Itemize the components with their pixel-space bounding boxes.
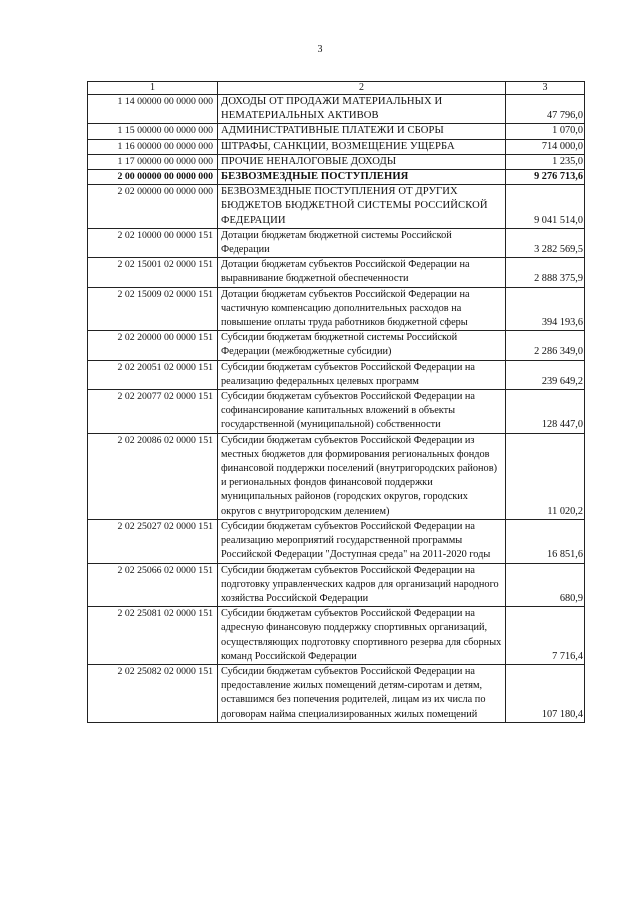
table-header-row [88,82,585,95]
amount: 11 020,2 [506,433,585,519]
table-row [88,390,585,434]
table-row [88,519,585,563]
budget-code: 1 16 00000 00 0000 000 [88,139,218,154]
table-row [88,139,585,154]
revenue-name: Субсидии бюджетам субъектов Российской Федерации на адресную финансовую поддержку спортивных организаций, осуществляющих подготовку спортивного резерва для сборных команд Российской Федерации [218,607,506,665]
revenue-name: БЕЗВОЗМЕЗДНЫЕ ПОСТУПЛЕНИЯ [218,170,506,185]
budget-code: 2 02 00000 00 0000 000 [88,185,218,229]
amount: 7 716,4 [506,607,585,665]
revenue-name: Субсидии бюджетам субъектов Российской Федерации на подготовку управленческих кадров для организаций народного хозяйства Российской Федерации [218,563,506,607]
amount: 680,9 [506,563,585,607]
table-row [88,124,585,139]
amount: 107 180,4 [506,664,585,722]
table-row [88,607,585,665]
revenue-name: Субсидии бюджетам бюджетной системы Российской Федерации (межбюджетные субсидии) [218,331,506,360]
revenue-name: БЕЗВОЗМЕЗДНЫЕ ПОСТУПЛЕНИЯ ОТ ДРУГИХ БЮДЖЕТОВ БЮДЖЕТНОЙ СИСТЕМЫ РОССИЙСКОЙ ФЕДЕРАЦИИ [218,185,506,229]
budget-code: 2 02 25066 02 0000 151 [88,563,218,607]
budget-code: 2 02 25081 02 0000 151 [88,607,218,665]
amount: 9 276 713,6 [506,170,585,185]
table-row [88,228,585,257]
table-row [88,185,585,229]
budget-code: 2 02 25082 02 0000 151 [88,664,218,722]
budget-code: 1 15 00000 00 0000 000 [88,124,218,139]
amount: 128 447,0 [506,390,585,434]
amount: 1 235,0 [506,154,585,169]
amount: 239 649,2 [506,360,585,389]
revenue-name: ДОХОДЫ ОТ ПРОДАЖИ МАТЕРИАЛЬНЫХ И НЕМАТЕРИАЛЬНЫХ АКТИВОВ [218,95,506,124]
revenue-name: ПРОЧИЕ НЕНАЛОГОВЫЕ ДОХОДЫ [218,154,506,169]
budget-code: 2 02 15001 02 0000 151 [88,258,218,287]
budget-code: 2 02 20086 02 0000 151 [88,433,218,519]
revenue-name: Дотации бюджетам бюджетной системы Российской Федерации [218,228,506,257]
budget-revenue-table [87,81,585,723]
table-row [88,154,585,169]
header-col-1: 1 [88,82,218,95]
budget-code: 2 00 00000 00 0000 000 [88,170,218,185]
table-row [88,563,585,607]
page-number: 3 [317,44,323,55]
amount: 3 282 569,5 [506,228,585,257]
revenue-name: Субсидии бюджетам субъектов Российской Федерации на реализацию мероприятий государственной программы Российской Федерации "Доступная среда" на 2011-2020 годы [218,519,506,563]
budget-code: 2 02 25027 02 0000 151 [88,519,218,563]
amount: 1 070,0 [506,124,585,139]
amount: 9 041 514,0 [506,185,585,229]
revenue-name: Субсидии бюджетам субъектов Российской Федерации на софинансирование капитальных вложений в объекты государственной (муниципальной) собственности [218,390,506,434]
table-row [88,664,585,722]
amount: 16 851,6 [506,519,585,563]
budget-code: 2 02 10000 00 0000 151 [88,228,218,257]
table-row [88,258,585,287]
revenue-name: Субсидии бюджетам субъектов Российской Федерации на предоставление жилых помещений детям-сиротам и детям, оставшимся без попечения родителей, лицам из их числа по договорам найма специализированных жилых помещений [218,664,506,722]
table-row [88,360,585,389]
revenue-name: Субсидии бюджетам субъектов Российской Федерации на реализацию федеральных целевых программ [218,360,506,389]
budget-code: 1 14 00000 00 0000 000 [88,95,218,124]
table-row [88,287,585,331]
amount: 2 888 375,9 [506,258,585,287]
revenue-name: Дотации бюджетам субъектов Российской Федерации на выравнивание бюджетной обеспеченности [218,258,506,287]
budget-code: 1 17 00000 00 0000 000 [88,154,218,169]
budget-code: 2 02 20077 02 0000 151 [88,390,218,434]
revenue-name: АДМИНИСТРАТИВНЫЕ ПЛАТЕЖИ И СБОРЫ [218,124,506,139]
revenue-name: Дотации бюджетам субъектов Российской Федерации на частичную компенсацию дополнительных расходов на повышение оплаты труда работников бюджетной сферы [218,287,506,331]
table-row [88,331,585,360]
amount: 47 796,0 [506,95,585,124]
table-row [88,95,585,124]
budget-code: 2 02 20051 02 0000 151 [88,360,218,389]
table-row-total [88,170,585,185]
header-col-2: 2 [218,82,506,95]
amount: 2 286 349,0 [506,331,585,360]
table-row [88,433,585,519]
budget-code: 2 02 15009 02 0000 151 [88,287,218,331]
amount: 394 193,6 [506,287,585,331]
amount: 714 000,0 [506,139,585,154]
header-col-3: 3 [506,82,585,95]
revenue-name: Субсидии бюджетам субъектов Российской Федерации из местных бюджетов для формирования региональных фондов финансовой поддержки поселений (внутригородских районов) и региональных фондов финансовой поддержки муниципальных районов (городских округов, городских округов с внутригородским делением) [218,433,506,519]
budget-code: 2 02 20000 00 0000 151 [88,331,218,360]
revenue-name: ШТРАФЫ, САНКЦИИ, ВОЗМЕЩЕНИЕ УЩЕРБА [218,139,506,154]
